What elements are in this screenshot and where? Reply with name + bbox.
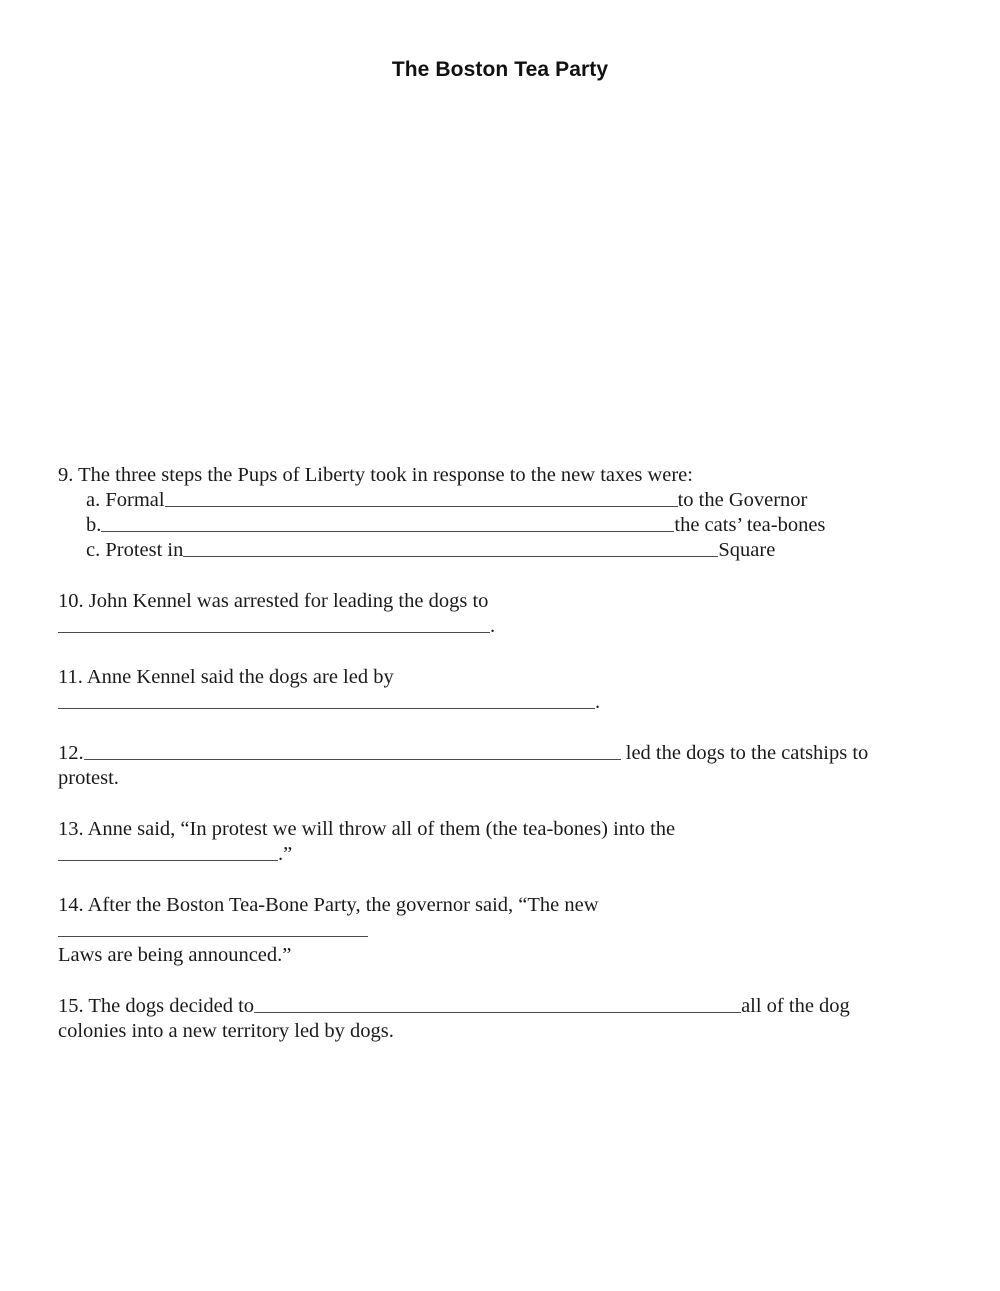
question-14-line-3: Laws are being announced.” (58, 944, 292, 966)
question-13-answer-line (58, 842, 882, 867)
question-10-answer-line (58, 614, 882, 639)
question-13-number: 13. (58, 818, 84, 840)
question-15 (58, 994, 882, 1044)
question-14-number: 14. (58, 894, 84, 916)
question-12-number: 12. (58, 742, 84, 764)
question-14-line-1 (58, 893, 882, 918)
question-14-text: After the Boston Tea-Bone Party, the governor said, “The new (87, 894, 599, 916)
question-14-answer-line (58, 918, 882, 943)
question-9-c-label: c. (86, 539, 101, 561)
page-title: The Boston Tea Party (391, 58, 609, 81)
question-9-number: 9. (58, 464, 74, 486)
question-9-a-blank[interactable] (165, 489, 678, 507)
question-15-text-after: all of the dog (741, 995, 850, 1017)
question-10-blank[interactable] (58, 615, 490, 633)
question-9-item-b (58, 513, 882, 538)
question-12-line-2: protest. (58, 767, 119, 789)
question-9-item-a (58, 488, 882, 513)
question-13-blank[interactable] (58, 843, 278, 861)
question-9-c-text-before: Protest in (105, 539, 184, 561)
question-11-answer-line (58, 690, 882, 715)
question-11-terminator: . (595, 691, 601, 713)
question-11-blank[interactable] (58, 691, 595, 709)
question-12 (58, 741, 882, 791)
question-10-number: 10. (58, 590, 84, 612)
questions-container (58, 463, 882, 1044)
question-11-number: 11. (58, 666, 83, 688)
question-10-text: John Kennel was arrested for leading the dogs to (88, 590, 489, 612)
question-11 (58, 665, 882, 715)
question-15-line-2: colonies into a new territory led by dogs. (58, 1020, 394, 1042)
question-9-c-text-after: Square (718, 539, 776, 561)
question-9-b-label: b. (86, 514, 102, 536)
question-10 (58, 589, 882, 639)
question-9-a-text-after: to the Governor (677, 489, 808, 511)
question-9-item-c (58, 538, 882, 563)
question-14 (58, 893, 882, 968)
question-10-terminator: . (490, 615, 496, 637)
question-13 (58, 817, 882, 867)
question-15-number: 15. (58, 995, 84, 1017)
question-12-blank[interactable] (84, 742, 621, 760)
question-13-line-1 (58, 817, 882, 842)
question-14-blank[interactable] (58, 919, 368, 937)
question-12-text-after: led the dogs to the catships to (625, 742, 869, 764)
question-13-terminator: .” (278, 843, 293, 865)
question-11-line-1 (58, 665, 882, 690)
question-12-line-1 (58, 741, 882, 766)
question-9-a-label: a. (86, 489, 101, 511)
question-11-text: Anne Kennel said the dogs are led by (86, 666, 394, 688)
question-15-line-1 (58, 994, 882, 1019)
question-9-stem: The three steps the Pups of Liberty took in response to the new taxes were: (78, 464, 693, 486)
question-13-text: Anne said, “In protest we will throw all of them (the tea-bones) into the (87, 818, 676, 840)
question-9-a-text-before: Formal (105, 489, 165, 511)
question-15-blank[interactable] (254, 995, 741, 1013)
question-9-b-blank[interactable] (101, 514, 674, 532)
question-15-text-before: The dogs decided to (88, 995, 255, 1017)
question-9-c-blank[interactable] (183, 539, 718, 557)
question-9-stem-line (58, 463, 882, 488)
question-10-line-1 (58, 589, 882, 614)
question-9-b-text-after: the cats’ tea-bones (674, 514, 826, 536)
question-9 (58, 463, 882, 563)
